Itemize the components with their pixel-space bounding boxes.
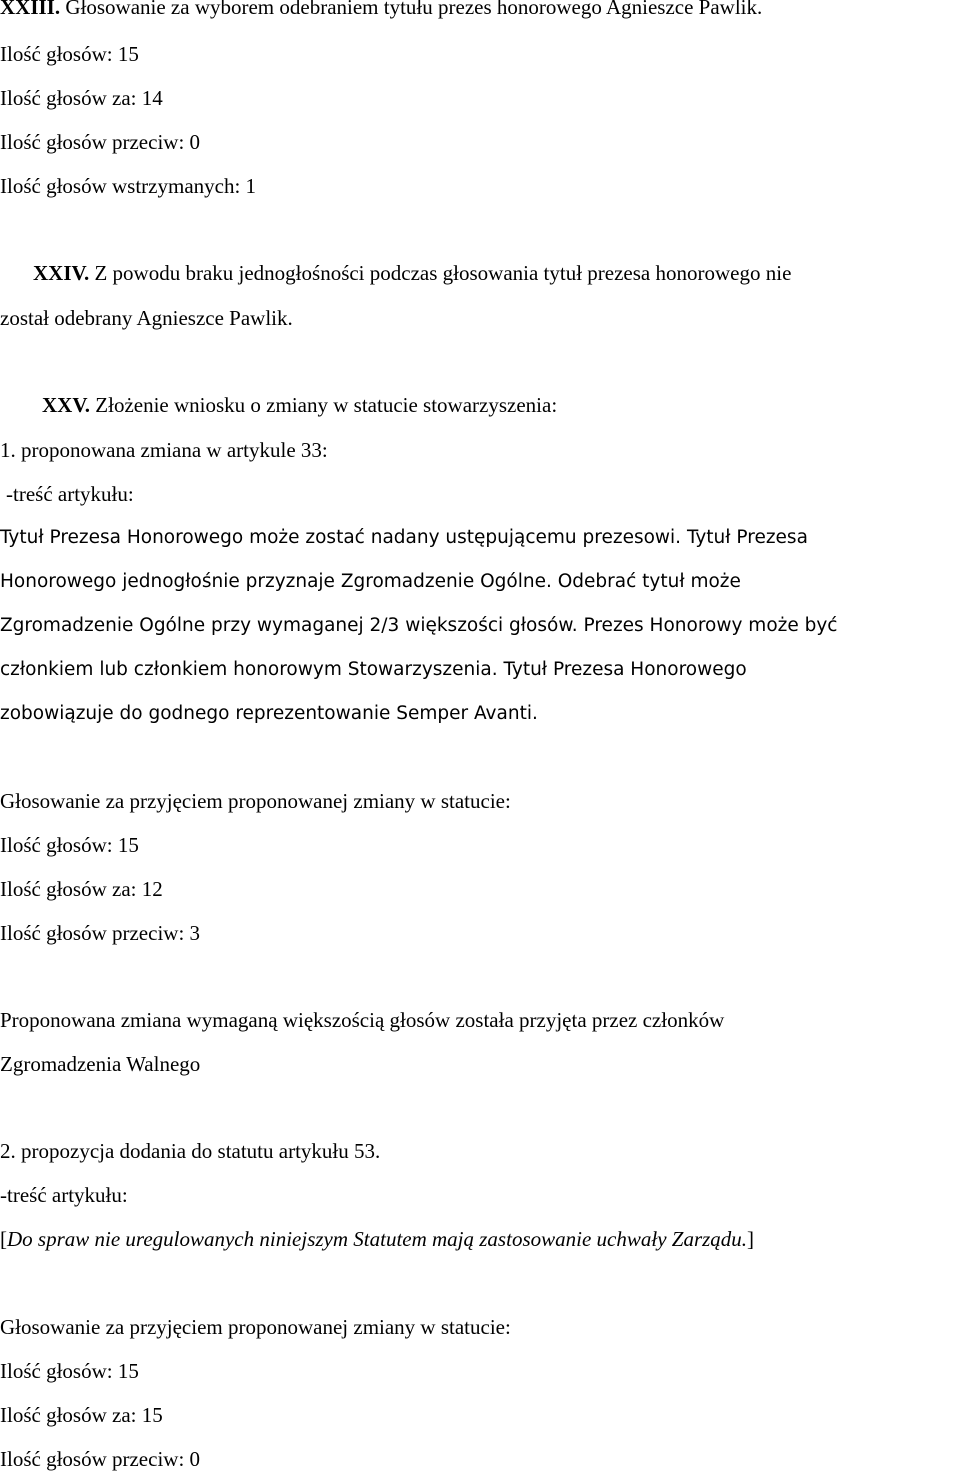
section-25-heading [42,392,557,418]
amendment-1-article-line-2: Honorowego jednogłośnie przyznaje Zgromadzenie Ogólne. Odebrać tytuł może [0,571,741,592]
section-23-heading [0,0,762,20]
amendment-2-article [0,1226,754,1252]
section-23-votes-total: Ilość głosów: 15 [0,42,139,66]
amendment-2-votes-total: Ilość głosów: 15 [0,1359,139,1383]
amendment-1-votes-for: Ilość głosów za: 12 [0,877,163,901]
amendment-2-bracket-open: [ [0,1227,7,1251]
amendment-1-content-label: -treść artykułu: [6,482,134,506]
amendment-1-article-line-3: Zgromadzenie Ogólne przy wymaganej 2/3 większości głosów. Prezes Honorowy może być [0,615,838,636]
section-24-number: XXIV. [33,261,90,285]
section-25-text: Złożenie wniosku o zmiany w statucie stowarzyszenia: [95,393,558,417]
amendment-1-article-line-1: Tytuł Prezesa Honorowego może zostać nadany ustępującemu prezesowi. Tytuł Prezesa [0,527,808,548]
amendment-2-vote-heading: Głosowanie za przyjęciem proponowanej zmiany w statucie: [0,1315,511,1339]
amendment-1-article-line-5: zobowiązuje do godnego reprezentowanie Semper Avanti. [0,703,538,724]
amendment-2-article-text: Do spraw nie uregulowanych niniejszym Statutem mają zastosowanie uchwały Zarządu. [7,1227,748,1251]
section-23-votes-for: Ilość głosów za: 14 [0,86,163,110]
section-24-text-line2: został odebrany Agnieszce Pawlik. [0,306,293,330]
section-24-heading [33,260,791,286]
section-23-votes-against: Ilość głosów przeciw: 0 [0,130,201,154]
amendment-2-title: 2. propozycja dodania do statutu artykułu 53. [0,1139,381,1163]
amendment-1-result-line-2: Zgromadzenia Walnego [0,1052,201,1076]
amendment-1-votes-against: Ilość głosów przeciw: 3 [0,921,201,945]
amendment-2-votes-for: Ilość głosów za: 15 [0,1403,163,1427]
amendment-1-title: 1. proponowana zmiana w artykule 33: [0,438,328,462]
section-23-number: XXIII. [0,0,61,19]
section-25-number: XXV. [42,393,91,417]
section-23-text: Głosowanie za wyborem odebraniem tytułu prezes honorowego Agnieszce Pawlik. [65,0,763,19]
amendment-1-votes-total: Ilość głosów: 15 [0,833,139,857]
amendment-2-votes-against: Ilość głosów przeciw: 0 [0,1447,201,1471]
amendment-1-article-line-4: członkiem lub członkiem honorowym Stowarzyszenia. Tytuł Prezesa Honorowego [0,659,747,680]
amendment-2-content-label: -treść artykułu: [0,1183,128,1207]
amendment-1-result-line-1: Proponowana zmiana wymaganą większością głosów została przyjęta przez członków [0,1008,725,1032]
section-24-text-line1: Z powodu braku jednogłośności podczas głosowania tytuł prezesa honorowego nie [94,261,792,285]
amendment-2-bracket-close: ] [747,1227,755,1251]
amendment-1-vote-heading: Głosowanie za przyjęciem proponowanej zmiany w statucie: [0,789,511,813]
section-23-votes-abstain: Ilość głosów wstrzymanych: 1 [0,174,257,198]
